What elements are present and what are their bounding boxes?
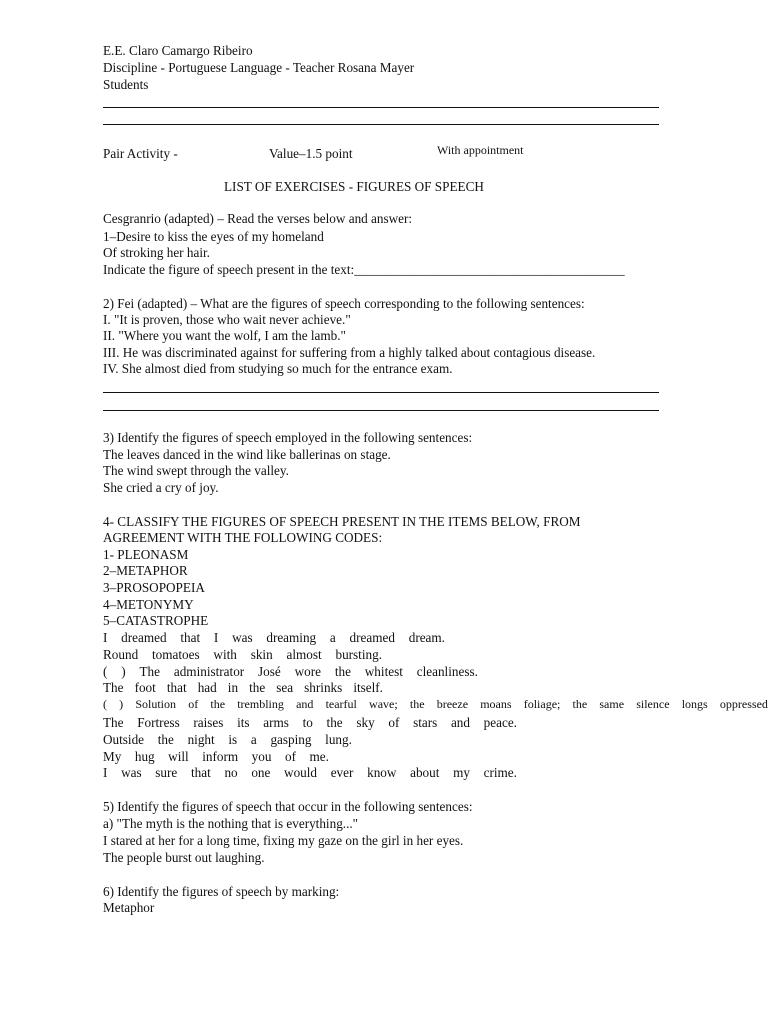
word: and [450,715,470,730]
q5-intro: 5) Identify the figures of speech that occur in the following sentences: [103,799,473,814]
word: the [249,680,266,695]
word: sure [155,765,178,780]
word: ) [121,664,126,679]
word: skin [250,647,273,662]
q4-item-2 [103,646,382,663]
q4-item-1 [103,629,445,646]
q1-verse-2: Of stroking her hair. [103,245,210,260]
word: administrator [173,664,245,679]
word: I [103,630,108,645]
word: was [121,765,142,780]
word: the [210,697,226,711]
word: inform [202,749,239,764]
word: the [334,664,351,679]
word: the [572,697,588,711]
q4-item-9 [103,764,517,781]
word: that [190,765,211,780]
word: dreamed [349,630,395,645]
word: of [388,715,400,730]
word: dreamed [121,630,167,645]
students-blank-line-1 [103,107,659,108]
q1-intro: Cesgranrio (adapted) – Read the verses below and answer: [103,211,413,226]
word: with [213,647,237,662]
word: itself. [353,680,383,695]
word: of [188,697,199,711]
word: The [103,680,124,695]
q6-item-1: Metaphor [103,900,155,915]
word: dreaming [266,630,317,645]
q2-item-2: II. "Where you want the wolf, I am the lamb." [103,328,346,343]
q1-answer-blank: _________________________________________ [354,262,625,277]
q4-intro-1: 4- CLASSIFY THE FIGURES OF SPEECH PRESENT IN THE ITEMS BELOW, FROM [103,514,581,529]
word: wave; [369,697,398,711]
word: dream. [408,630,445,645]
word: sky [356,715,375,730]
word: My [103,749,122,764]
word: same [599,697,625,711]
q4-code-5: 5–CATASTROPHE [103,613,209,628]
q2-item-3: III. He was discriminated against for suffering from a highly talked about contagious disease. [103,345,596,360]
page-title: LIST OF EXERCISES - FIGURES OF SPEECH [224,179,484,194]
word: will [168,749,189,764]
q6-intro: 6) Identify the figures of speech by marking: [103,884,340,899]
q2-answer-line-2 [103,410,659,411]
word: that [180,630,201,645]
students-blank-line-2 [103,124,659,125]
word: about [410,765,440,780]
word: you [251,749,272,764]
q4-code-3: 3–PROSOPOPEIA [103,580,205,595]
word: wore [294,664,321,679]
word: oppressed [719,697,768,711]
q5-item-2: I stared at her for a long time, fixing my gaze on the girl in her eyes. [103,833,464,848]
word: I [213,630,219,645]
word: foliage; [523,697,561,711]
q1-prompt [103,261,625,278]
word: ( [103,664,108,679]
word: gasping [270,732,312,747]
word: of [284,749,296,764]
word: stars [413,715,438,730]
word: would [284,765,318,780]
word: The [139,664,161,679]
q4-item-8 [103,748,329,765]
word: a [250,732,257,747]
word: I [103,765,108,780]
value-label: Value–1.5 point [269,146,353,161]
word: breeze [436,697,469,711]
word: Fortress [137,715,180,730]
q1-verse-1: 1–Desire to kiss the eyes of my homeland [103,229,324,244]
school-name: E.E. Claro Camargo Ribeiro [103,43,253,58]
word: whitest [364,664,403,679]
students-label: Students [103,77,149,92]
word: the [409,697,425,711]
word: one [251,765,271,780]
q4-code-1: 1- PLEONASM [103,547,189,562]
word: tearful [325,697,357,711]
word: peace. [483,715,517,730]
word: ) [119,697,124,711]
q5-item-1: a) "The myth is the nothing that is everything..." [103,816,359,831]
word: almost [286,647,322,662]
word: trembling [237,697,284,711]
word: tomatoes [151,647,200,662]
word: shrinks [304,680,343,695]
word: Round [103,647,139,662]
word: my [453,765,470,780]
q2-answer-line-1 [103,392,659,393]
word: to [302,715,313,730]
word: me. [309,749,329,764]
q4-item-3 [103,663,478,680]
q4-item-6 [103,714,517,731]
q2-item-1: I. "It is proven, those who wait never achieve." [103,312,351,327]
word: silence [636,697,670,711]
word: in [227,680,239,695]
word: the [157,732,174,747]
q3-intro: 3) Identify the figures of speech employed in the following sentences: [103,430,473,445]
word: arms [263,715,289,730]
word: lung. [325,732,352,747]
q4-item-5 [103,696,768,713]
q2-intro: 2) Fei (adapted) – What are the figures of speech corresponding to the following sentences: [103,296,585,311]
q2-item-4: IV. She almost died from studying so much for the entrance exam. [103,361,453,376]
q3-item-1: The leaves danced in the wind like ballerinas on stage. [103,447,391,462]
word: sea [276,680,294,695]
word: Outside [103,732,145,747]
word: Solution [135,697,177,711]
word: is [228,732,238,747]
word: and [296,697,314,711]
word: a [329,630,336,645]
word: raises [193,715,224,730]
q4-item-4 [103,679,383,696]
word: know [367,765,397,780]
q4-code-4: 4–METONYMY [103,597,194,612]
q3-item-3: She cried a cry of joy. [103,480,219,495]
word: cleanliness. [416,664,478,679]
word: longs [681,697,708,711]
word: was [232,630,253,645]
pair-activity-label: Pair Activity - [103,146,178,161]
word: ever [330,765,354,780]
appointment-label: With appointment [437,143,524,157]
word: foot [134,680,156,695]
q4-code-2: 2–METAPHOR [103,563,188,578]
q5-item-3: The people burst out laughing. [103,850,265,865]
word: The [103,715,124,730]
word: night [187,732,215,747]
discipline-line: Discipline - Portuguese Language - Teacher Rosana Mayer [103,60,415,75]
q4-intro-2: AGREEMENT WITH THE FOLLOWING CODES: [103,530,383,545]
q4-item-7 [103,731,352,748]
word: crime. [483,765,517,780]
word: José [258,664,281,679]
word: hug [134,749,155,764]
word: bursting. [335,647,382,662]
word: its [237,715,250,730]
q1-prompt-text: Indicate the figure of speech present in the text: [103,262,355,277]
word: the [326,715,343,730]
word: ( [103,697,107,711]
word: had [197,680,217,695]
q3-item-2: The wind swept through the valley. [103,463,289,478]
word: no [224,765,238,780]
word: moans [480,697,512,711]
word: that [166,680,187,695]
